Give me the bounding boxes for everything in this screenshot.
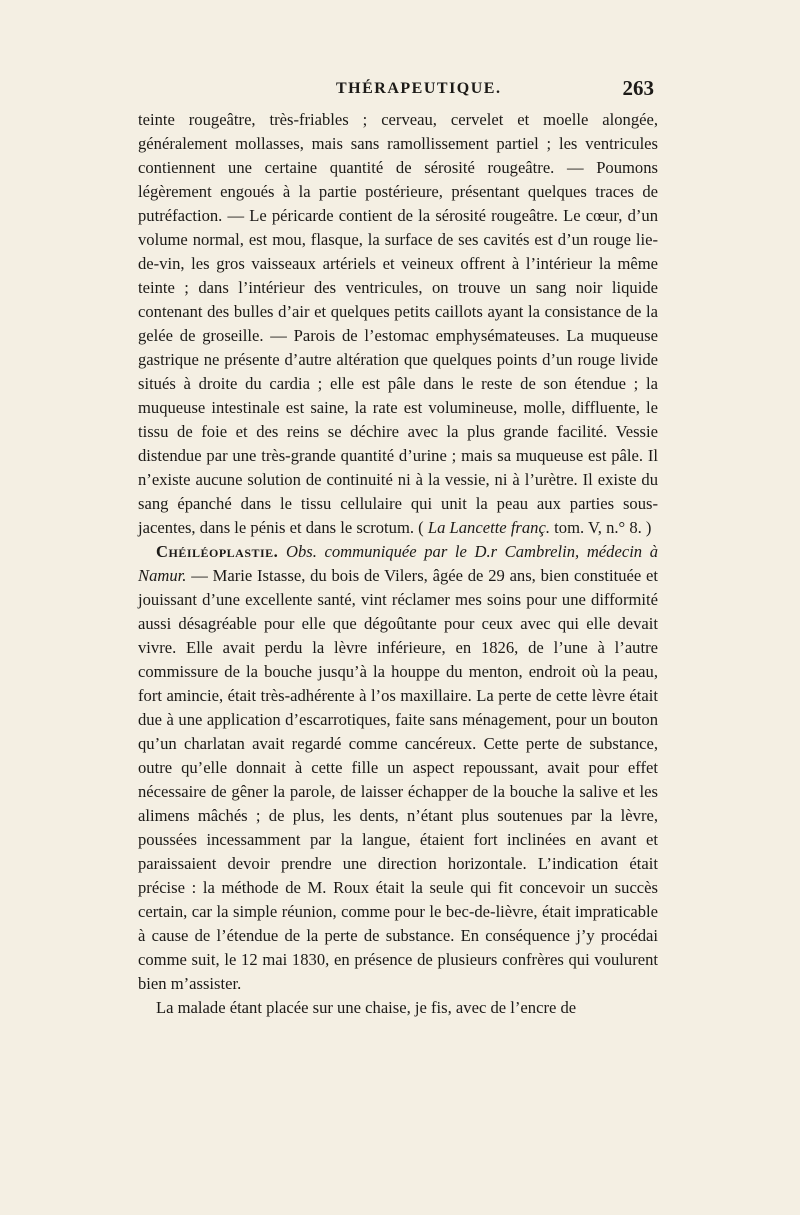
- page-number: 263: [622, 76, 654, 100]
- paragraph-autopsy-text: teinte rougeâtre, très-friables ; cerveau, cervelet et moelle alongée, généralement mollasses, mais sans ramollissement partiel ; les ventricules contiennent une certaine quantité de sérosité rougeâtre. — Poumons légèrement engoués à la partie postérieure, présentant quelques traces de putréfaction. — Le péricarde contient de la sérosité rougeâtre. Le cœur, d’un volume normal, est mou, flasque, la surface de ses cavités est d’un rouge lie-de-vin, les gros vaisseaux artériels et veineux offrent à l’intérieur la même teinte ; dans l’intérieur des ventricules, on trouve un sang noir liquide contenant des bulles d’air et quelques petits caillots ayant la consistance de la gelée de groseille. — Parois de l’estomac emphysémateuses. La muqueuse gastrique ne présente d’autre altération que quelques points d’un rouge livide situés à droite du cardia ; elle est pâle dans le reste de son étendue ; la muqueuse intestinale est saine, la rate est volumineuse, molle, diffluente, le tissu de foie et des reins se déchire avec la plus grande facilité. Vessie distendue par une très-grande quantité d’urine ; mais sa muqueuse est pâle. Il n’existe aucune solution de continuité ni à la vessie, ni à l’urètre. Il existe du sang épanché dans le tissu cellulaire qui unit la peau aux parties sous-jacentes, dans le pénis et dans le scrotum. (: [138, 110, 658, 537]
- observation-attribution: Obs. communiquée par le D.r Cambrelin, médecin à Namur.: [138, 542, 659, 585]
- running-title: THÉRAPEUTIQUE.: [336, 80, 502, 97]
- section-heading: Chéiléoplastie.: [156, 542, 279, 561]
- paragraph-cheiloplastie-text: — Marie Istasse, du bois de Vilers, âgée de 29 ans, bien constituée et jouissant d’une excellente santé, vint réclamer mes soins pour une difformité aussi désagréable pour elle que dégoûtante pour ceux avec qui elle devait vivre. Elle avait perdu la lèvre inférieure, en 1826, de l’une à l’autre commissure de la bouche jusqu’à la houppe du menton, endroit où la peau, fort amincie, était très-adhérente à l’os maxillaire. La perte de cette lèvre était due à une application d’escarrotiques, faite sans ménagement, pour un bouton qu’un charlatan avait regardé comme cancéreux. Cette perte de substance, outre qu’elle donnait à cette fille un aspect repoussant, avait pour effet nécessaire de gêner la parole, de laisser échapper de la bouche la salive et les alimens mâchés ; de plus, les dents, n’étant plus soutenues par la lèvre, poussées incessamment par la langue, étaient fort inclinées en avant et paraissaient devoir prendre une direction horizontale. L’indication était précise : la méthode de M. Roux était la seule qui fit concevoir un succès certain, car la simple réunion, comme pour le bec-de-lièvre, était impraticable à cause de l’étendue de la perte de substance. En conséquence j’y procédai comme suit, le 12 mai 1830, en présence de plusieurs confrères qui voulurent bien m’assister.: [138, 566, 658, 993]
- paragraph-procedure: [138, 996, 658, 1020]
- paragraph-autopsy: [138, 108, 658, 540]
- paragraph-cheiloplastie: [138, 540, 658, 996]
- running-head: [138, 78, 658, 108]
- book-page: [138, 78, 658, 1020]
- citation-source: La Lancette franç.: [427, 518, 550, 537]
- citation-volume: tom. V, n.° 8. ): [554, 518, 652, 537]
- paragraph-procedure-text: La malade étant placée sur une chaise, je fis, avec de l’encre de: [156, 998, 577, 1017]
- body-text: [138, 108, 658, 1020]
